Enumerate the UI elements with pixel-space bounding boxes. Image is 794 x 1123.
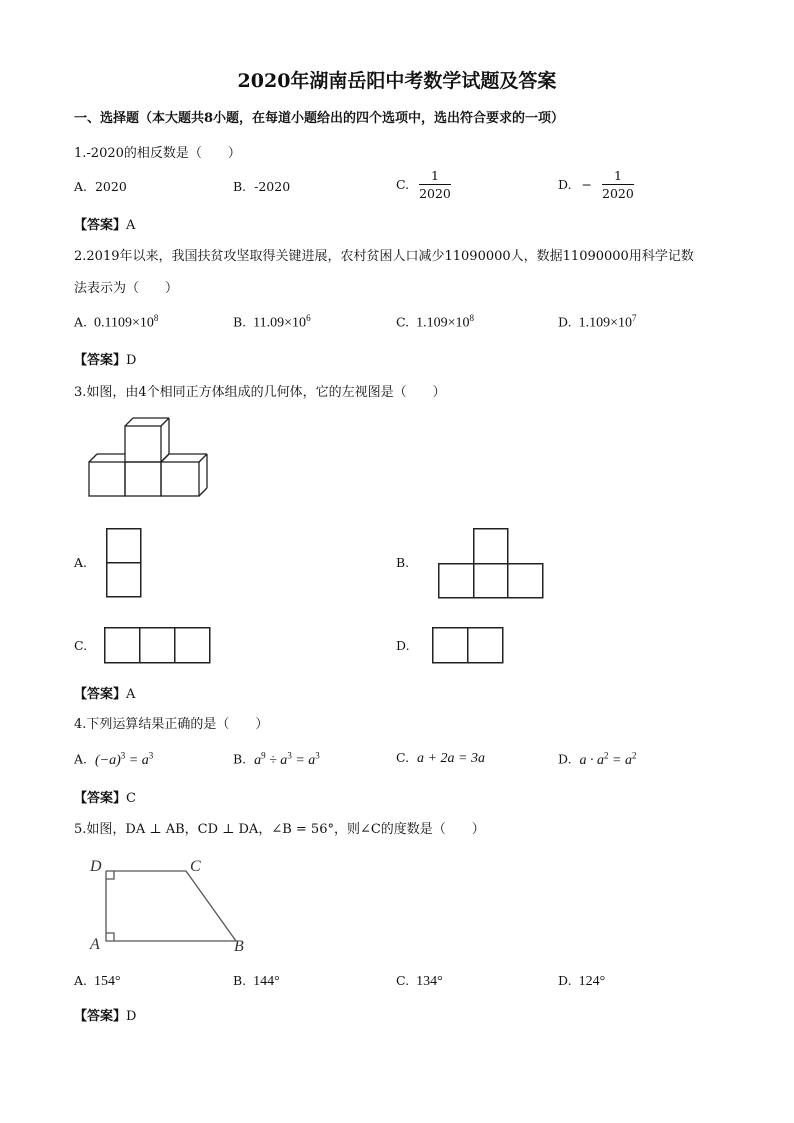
exponent: 6: [306, 313, 311, 323]
q1-answer: [74, 214, 135, 233]
option-value: 1.109×10: [578, 315, 632, 331]
q2-stem-line2: 法表示为（ ）: [74, 281, 179, 296]
option-label: A.: [74, 179, 88, 194]
q2-option-a: [74, 313, 158, 332]
answer-value: A: [126, 218, 136, 233]
label-b: B: [234, 938, 244, 955]
exponent: 8: [469, 313, 474, 323]
q4-option-c: [396, 750, 485, 767]
option-value: 144°: [253, 974, 280, 989]
option-label: B.: [233, 179, 247, 194]
trapezoid-figure: [88, 855, 258, 955]
q3-option-d-label: D.: [396, 638, 410, 653]
q5-option-a: [74, 973, 121, 990]
expr-part: a · a: [579, 752, 605, 768]
page-title: 2020年湖南岳阳中考数学试题及答案: [237, 70, 557, 92]
fraction-denominator: 2020: [602, 186, 634, 201]
option-value: 11.09×10: [253, 315, 307, 331]
option-label: C.: [396, 750, 410, 765]
q3-option-a-figure: [106, 528, 142, 598]
label-d: D: [90, 858, 102, 875]
fraction: [602, 167, 634, 202]
option-expression: [254, 750, 320, 768]
fraction-numerator: 1: [419, 167, 451, 185]
expr-part: ÷ a: [265, 752, 288, 768]
q2-stem-line1: 2.2019年以来，我国扶贫攻坚取得关键进展，农村贫困人口减少11090000人，数据11090000用科学记数: [74, 249, 694, 264]
q4-option-b: [233, 750, 320, 769]
q3-stem: 3.如图，由4个相同正方体组成的几何体，它的左视图是（ ）: [74, 385, 446, 400]
q3-option-b-figure: [438, 528, 544, 599]
q3-option-b-label: B.: [396, 555, 410, 570]
q3-option-c-figure: [104, 627, 211, 664]
option-expression: [579, 750, 637, 768]
q2-option-c: [396, 313, 474, 332]
option-value: 0.1109×10: [94, 315, 154, 331]
option-label: C.: [396, 973, 410, 988]
expr-part: (−a): [94, 752, 121, 768]
option-value: 1.109×10: [416, 315, 470, 331]
option-expression: [94, 750, 154, 768]
cube-solid-figure: [85, 418, 215, 500]
q1-stem: 1.-2020的相反数是（ ）: [74, 146, 241, 161]
answer-label: 【答案】: [74, 791, 127, 806]
q5-answer: [74, 1005, 136, 1024]
option-label: B.: [233, 751, 247, 767]
exponent: 7: [631, 313, 637, 323]
q1-option-a: [74, 179, 127, 194]
minus-sign: −: [581, 177, 593, 192]
section-heading: 一、选择题（本大题共8小题，在每道小题给出的四个选项中，选出符合要求的一项）: [74, 111, 565, 126]
q1-option-d: [558, 167, 634, 202]
q1-option-b: [233, 179, 290, 194]
fraction: [419, 167, 451, 202]
answer-value: A: [126, 687, 136, 702]
option-value: 2020: [94, 179, 127, 194]
option-label: D.: [558, 973, 572, 988]
option-label: B.: [233, 973, 247, 988]
expr-part: a: [254, 752, 262, 768]
answer-value: D: [126, 353, 137, 368]
option-value: 154°: [94, 974, 121, 989]
q4-option-a: [74, 750, 153, 769]
q4-stem: 4.下列运算结果正确的是（ ）: [74, 717, 269, 732]
q3-answer: [74, 683, 135, 702]
option-label: C.: [396, 314, 410, 330]
fraction-numerator: 1: [602, 167, 634, 185]
label-a: A: [90, 936, 100, 953]
exponent: 8: [153, 313, 159, 323]
exponent: 9: [261, 750, 266, 760]
option-label: C.: [396, 177, 410, 192]
option-value: -2020: [254, 179, 291, 194]
answer-label: 【答案】: [74, 353, 127, 368]
expr-part: = a: [608, 752, 632, 768]
answer-label: 【答案】: [74, 218, 127, 233]
exponent: 2: [604, 750, 609, 760]
answer-label: 【答案】: [74, 687, 127, 702]
q2-answer: [74, 349, 136, 368]
option-expression: a + 2a = 3a: [417, 751, 485, 766]
q1-option-c: [396, 167, 451, 202]
option-label: D.: [558, 177, 572, 192]
q5-option-c: [396, 973, 443, 990]
option-label: A.: [74, 751, 88, 767]
exponent: 3: [120, 750, 126, 760]
q5-stem: 5.如图，DA ⊥ AB，CD ⊥ DA，∠B = 56°，则∠C的度数是（ ）: [74, 822, 485, 837]
q4-option-d: [558, 750, 636, 769]
exponent: 3: [148, 750, 154, 760]
fraction-denominator: 2020: [419, 186, 451, 201]
q3-option-c-label: C.: [74, 638, 88, 653]
option-value: 134°: [416, 974, 443, 989]
q5-option-b: [233, 973, 280, 990]
q4-answer: [74, 787, 136, 806]
exponent: 3: [287, 750, 292, 760]
option-label: D.: [558, 751, 572, 767]
answer-value: D: [126, 1009, 137, 1024]
q3-option-a-label: A.: [74, 555, 88, 570]
option-label: D.: [558, 314, 572, 330]
label-c: C: [190, 858, 201, 875]
expr-part: = a: [125, 752, 149, 768]
q2-option-b: [233, 313, 311, 332]
q3-option-d-figure: [432, 627, 504, 664]
answer-value: C: [126, 791, 136, 806]
option-label: B.: [233, 314, 247, 330]
q2-option-d: [558, 313, 636, 332]
option-label: A.: [74, 973, 88, 988]
exponent: 2: [631, 750, 637, 760]
exponent: 3: [315, 750, 320, 760]
answer-label: 【答案】: [74, 1009, 127, 1024]
q5-option-d: [558, 973, 605, 990]
expr-part: = a: [291, 752, 316, 768]
option-value: 124°: [578, 974, 606, 989]
option-label: A.: [74, 314, 88, 330]
